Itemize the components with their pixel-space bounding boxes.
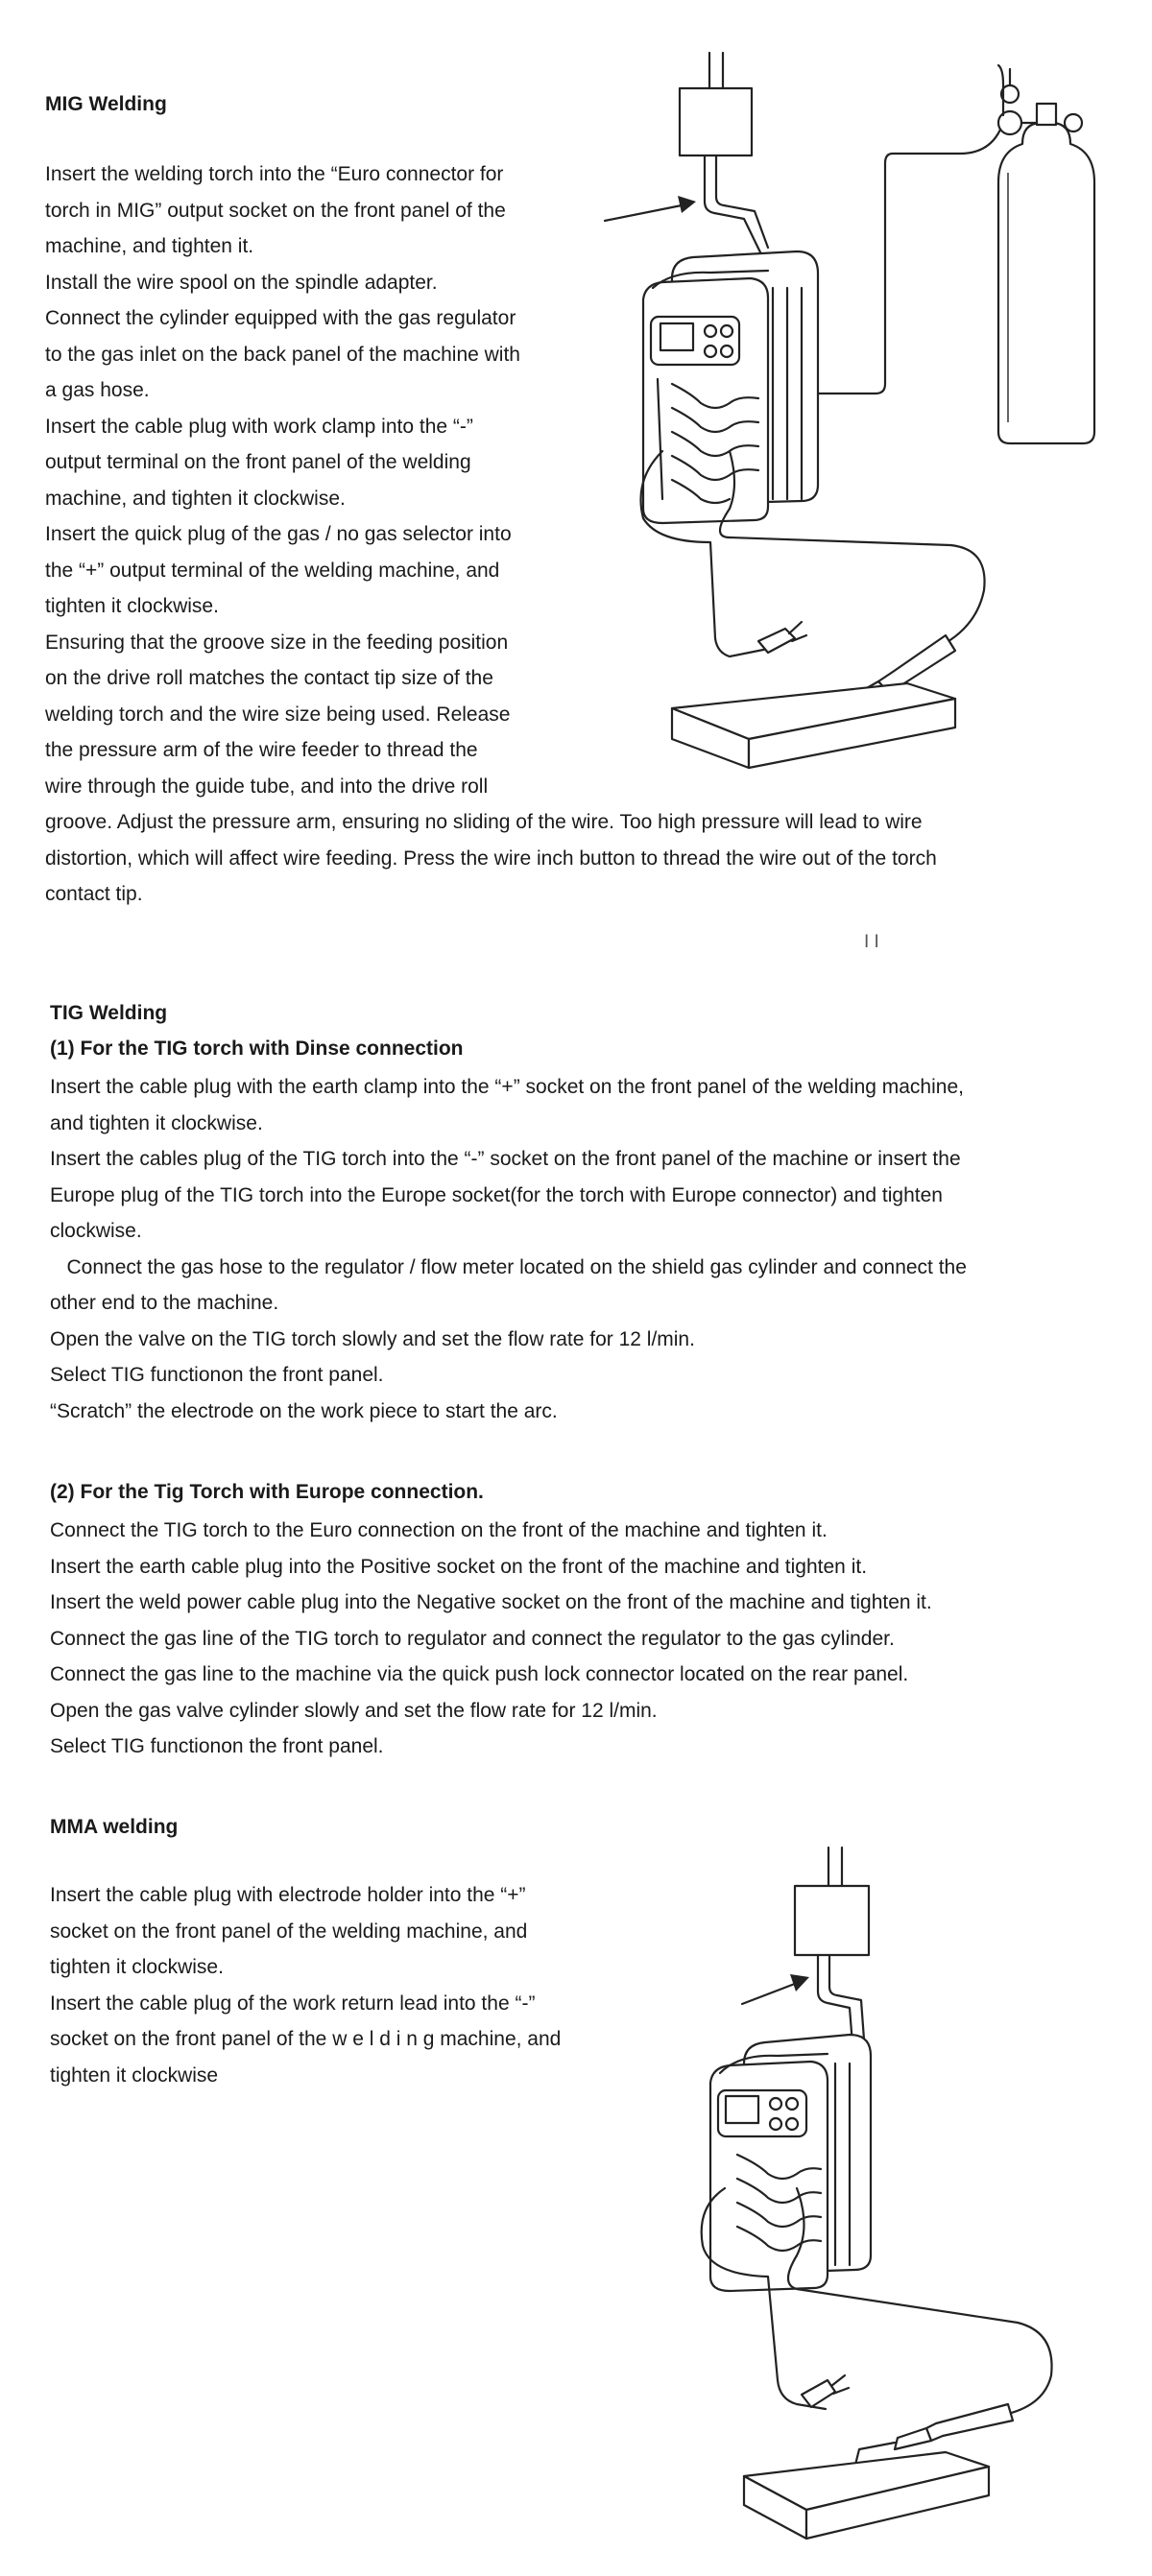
mig-line: wire through the guide tube, and into the drive roll — [45, 775, 489, 798]
tig-line: Connect the gas line to the machine via the quick push lock connector located on the rear panel. — [50, 1663, 909, 1685]
tig-line: Connect the gas hose to the regulator / flow meter located on the shield gas cylinder and connect the — [50, 1255, 967, 1278]
tig-subheading-europe: (2) For the Tig Torch with Europe connection. — [50, 1481, 484, 1503]
mig-line: Insert the welding torch into the “Euro connector for — [45, 163, 504, 185]
arrow-icon — [742, 1974, 809, 2004]
page-marker: I I — [864, 932, 879, 952]
tig-line: Europe plug of the TIG torch into the Europe socket(for the torch with Europe connector) and tighten — [50, 1183, 943, 1206]
mma-line: tighten it clockwise — [50, 2063, 219, 2087]
tig-line: Connect the TIG torch to the Euro connection on the front of the machine and tighten it. — [50, 1519, 828, 1541]
tig-line: Open the valve on the TIG torch slowly and set the flow rate for 12 l/min. — [50, 1327, 695, 1350]
mig-line: machine, and tighten it clockwise. — [45, 487, 346, 510]
tig-line: Open the gas valve cylinder slowly and set the flow rate for 12 l/min. — [50, 1699, 658, 1722]
mig-heading: MIG Welding — [45, 93, 167, 115]
mig-line: Ensuring that the groove size in the feeding position — [45, 631, 509, 654]
tig-line: Insert the cable plug with the earth clamp into the “+” socket on the front panel of the welding machine, — [50, 1076, 964, 1098]
tig-line: Connect the gas line of the TIG torch to regulator and connect the regulator to the gas cylinder. — [50, 1627, 895, 1650]
welding-machine-icon — [710, 2035, 871, 2291]
mma-line: socket on the front panel of the w e l d i n g machine, and — [50, 2028, 562, 2050]
mig-line: output terminal on the front panel of the welding — [45, 451, 471, 473]
mma-line: socket on the front panel of the welding machine, and — [50, 1920, 528, 1943]
mig-line: on the drive roll matches the contact tip size of the — [45, 667, 493, 689]
tig-line: Insert the weld power cable plug into the Negative socket on the front of the machine and tighten it. — [50, 1591, 932, 1613]
wall-box-icon — [795, 1848, 869, 1955]
work-clamp-icon — [802, 2375, 849, 2407]
mig-line: Connect the cylinder equipped with the gas regulator — [45, 307, 516, 329]
tig-line: Insert the cables plug of the TIG torch into the “-” socket on the front panel of the machine or insert the — [50, 1148, 961, 1170]
mig-line: contact tip. — [45, 883, 143, 905]
tig-line: clockwise. — [50, 1220, 142, 1242]
mig-line: welding torch and the wire size being used. Release — [45, 703, 511, 726]
mig-line: Insert the cable plug with work clamp into the “-” — [45, 415, 473, 438]
mma-heading: MMA welding — [50, 1816, 179, 1838]
mig-line: a gas hose. — [45, 379, 150, 401]
tig-line: other end to the machine. — [50, 1292, 279, 1314]
mig-line: the “+” output terminal of the welding machine, and — [45, 559, 500, 582]
mma-line: Insert the cable plug of the work return lead into the “-” — [50, 1992, 536, 2015]
mig-line: tighten it clockwise. — [45, 595, 219, 617]
mig-line: to the gas inlet on the back panel of the machine with — [45, 343, 520, 366]
tig-line: and tighten it clockwise. — [50, 1111, 263, 1134]
tig-line: Select TIG functionon the front panel. — [50, 1364, 384, 1386]
mma-line: tighten it clockwise. — [50, 1956, 224, 1978]
mma-line: Insert the cable plug with electrode holder into the “+” — [50, 1884, 526, 1906]
mig-line: Install the wire spool on the spindle adapter. — [45, 271, 438, 294]
mig-line: distortion, which will affect wire feeding. Press the wire inch button to thread the wire out of the torch — [45, 847, 937, 870]
tig-line: Select TIG functionon the front panel. — [50, 1735, 384, 1757]
tig-heading: TIG Welding — [50, 1002, 168, 1024]
mig-line: groove. Adjust the pressure arm, ensuring no sliding of the wire. Too high pressure will lead to wire — [45, 811, 923, 833]
tig-line: Insert the earth cable plug into the Positive socket on the front of the machine and tighten it. — [50, 1555, 868, 1578]
tig-line: “Scratch” the electrode on the work piece to start the arc. — [50, 1399, 558, 1422]
mig-line: the pressure arm of the wire feeder to thread the — [45, 739, 478, 761]
tig-subheading-dinse: (1) For the TIG torch with Dinse connection — [50, 1038, 464, 1060]
workpiece-plate-icon — [744, 2452, 989, 2539]
mig-line: Insert the quick plug of the gas / no gas selector into — [45, 523, 512, 545]
mig-line: torch in MIG” output socket on the front panel of the — [45, 199, 506, 222]
mig-line: machine, and tighten it. — [45, 235, 254, 257]
